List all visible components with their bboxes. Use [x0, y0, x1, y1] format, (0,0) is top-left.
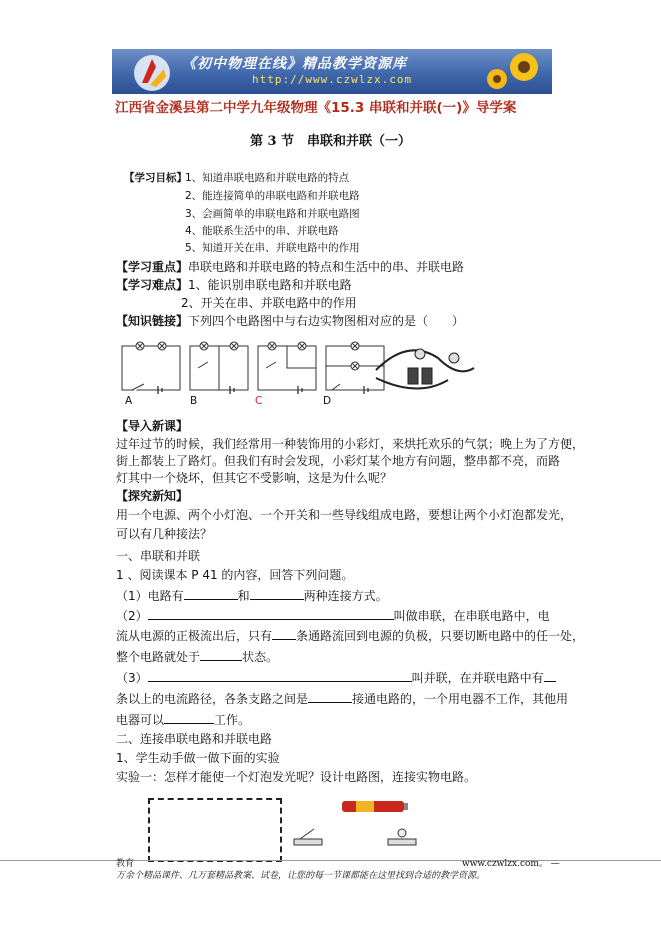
part2-sub: 1、学生动手做一做下面的实验	[116, 751, 280, 765]
question-3	[116, 669, 556, 686]
apparatus-photo	[376, 349, 474, 389]
link-text: 下列四个电路图中与右边实物图相对应的是（ ）	[188, 314, 465, 328]
bulb-icon	[388, 829, 416, 845]
q1a-post: 两种连接方式。	[303, 589, 388, 603]
answer-blank[interactable]	[148, 608, 394, 620]
link-row	[116, 312, 464, 329]
circuit-label-a: A	[125, 395, 133, 407]
intro-label: 【导入新课】	[116, 419, 189, 433]
q2-l3-post: 状态。	[242, 650, 279, 664]
q1a-pre: （1）电路有	[116, 589, 184, 603]
q2-l3-pre: 整个电路就处于	[116, 650, 201, 664]
explore-label: 【探究新知】	[116, 489, 189, 503]
q2-pre: （2）	[116, 609, 148, 623]
experiment-1: 实验一：怎样才能使一个灯泡发光呢？设计电路图，连接实物电路。	[116, 770, 477, 784]
intro-line: 街上都装上了路灯。但我们有时会发现，小彩灯某个地方有问题，整串都不亮，而路	[116, 454, 561, 468]
q3-pre: （3）	[116, 671, 148, 685]
document-title: 江西省金溪县第二中学九年级物理《15.3 串联和并联(一)》导学案	[115, 100, 517, 116]
q2-l2-pre: 流从电源的正极流出后，只有	[116, 629, 273, 643]
objective-item: 2、能连接简单的串联电路和并联电路	[185, 190, 360, 202]
q3-l3-post: 工作。	[214, 713, 251, 727]
header-banner	[112, 49, 552, 94]
circuit-label-d: D	[323, 395, 332, 407]
explore-line: 用一个电源、两个小灯泡、一个开关和一些导线组成电路，要想让两个小灯泡都发光，	[116, 508, 573, 522]
bulb-icon	[449, 353, 459, 363]
q2-post: 叫做串联，在串联电路中，电	[393, 609, 550, 623]
footer-divider	[0, 860, 661, 861]
battery-icon	[342, 801, 408, 812]
sunflower-icon	[487, 53, 538, 89]
answer-blank[interactable]	[164, 712, 214, 724]
question-3-line3	[116, 711, 250, 728]
q3-l2-pre: 条以上的电流路径，各条支路之间是	[116, 692, 309, 706]
q1a-mid: 和	[237, 589, 250, 603]
objective-item: 5、知道开关在串、并联电路中的作用	[185, 242, 360, 254]
answer-blank[interactable]	[544, 670, 556, 682]
question-2	[116, 607, 550, 624]
difficulty-item: 2、开关在串、并联电路中的作用	[181, 296, 357, 310]
focus-row	[116, 258, 464, 275]
part1-heading: 一、串联和并联	[116, 549, 201, 563]
circuit-b	[190, 342, 248, 394]
answer-blank[interactable]	[308, 691, 352, 703]
answer-blank[interactable]	[200, 649, 242, 661]
explore-line: 可以有几种接法？	[116, 527, 213, 541]
question-1: 1 、阅读课本 P 41 的内容，回答下列问题。	[116, 568, 354, 582]
footer-left: 教育	[116, 859, 135, 869]
battery-icon	[408, 368, 418, 384]
question-3-line2	[116, 690, 568, 707]
footer-bottom: 万余个精品课件、几万套精品教案、试卷，让您的每一节课都能在这里找到合适的教学资源。	[116, 871, 486, 881]
battery-icon	[422, 368, 432, 384]
objectives-label: 【学习目标】	[124, 172, 187, 184]
link-label: 【知识链接】	[116, 314, 189, 328]
intro-line: 灯其中一个烧坏，但其它不受影响，这是为什么呢？	[116, 471, 393, 485]
footer-url[interactable]: www.czwlzx.com。 —	[462, 859, 560, 869]
question-2-line3	[116, 648, 278, 665]
banner-url[interactable]: http://www.czwlzx.com	[252, 73, 413, 86]
focus-label: 【学习重点】	[116, 260, 189, 274]
circuit-c	[258, 342, 316, 394]
question-2-line2	[116, 627, 584, 644]
experiment-apparatus	[290, 795, 450, 855]
q2-l2-post: 条通路流回到电源的负极，只要切断电路中的任一处，	[296, 629, 585, 643]
answer-blank[interactable]	[148, 670, 412, 682]
objective-item: 3、会画简单的串联电路和并联电路图	[185, 208, 360, 220]
circuit-d	[326, 342, 384, 394]
focus-text: 串联电路和并联电路的特点和生活中的串、并联电路	[188, 260, 465, 274]
section-title: 第 3 节 串联和并联（一）	[249, 134, 412, 149]
q3-l2-post: 接通电路的，一个用电器不工作，其他用	[352, 692, 569, 706]
banner-title: 《初中物理在线》精品教学资源库	[182, 56, 407, 72]
answer-blank[interactable]	[250, 588, 304, 600]
answer-blank[interactable]	[184, 588, 238, 600]
difficulty-item: 1、能识别串联电路和并联电路	[188, 278, 352, 292]
question-1a	[116, 587, 388, 604]
circuit-a	[122, 342, 180, 394]
objective-item: 1、知道串联电路和并联电路的特点	[185, 172, 350, 184]
circuit-label-b: B	[190, 395, 198, 407]
objective-item: 4、能联系生活中的串、并联电路	[185, 225, 339, 237]
bulb-icon	[415, 349, 425, 359]
q3-l3-pre: 电器可以	[116, 713, 165, 727]
intro-line: 过年过节的时候，我们经常用一种装饰用的小彩灯，来烘托欢乐的气氛；晚上为了方便，	[116, 437, 585, 451]
part2-heading: 二、连接串联电路和并联电路	[116, 732, 273, 746]
difficulty-label: 【学习难点】	[116, 278, 189, 292]
circuit-label-c: C	[255, 395, 263, 407]
answer-blank[interactable]	[272, 628, 296, 640]
switch-icon	[294, 829, 322, 845]
circuit-figure	[118, 338, 478, 410]
q3-post: 叫并联，在并联电路中有	[411, 671, 544, 685]
difficulty-row	[116, 276, 352, 293]
circuit-drawing-box[interactable]	[148, 798, 282, 862]
